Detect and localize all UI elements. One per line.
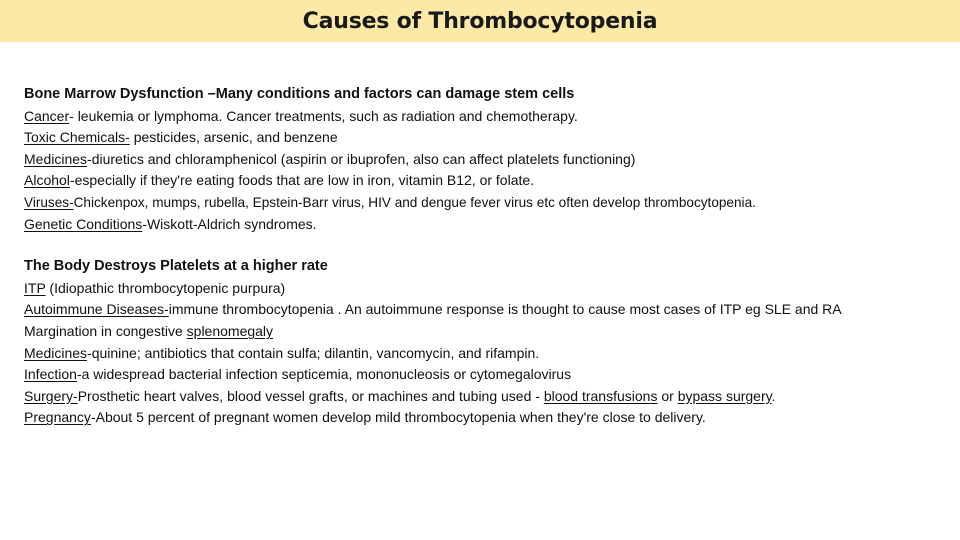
item-text: -especially if they're eating foods that are low in iron, vitamin B12, or folate. <box>69 172 535 189</box>
item-text: -a widespread bacterial infection septicemia, mononucleosis or cytomegalovirus <box>76 366 572 383</box>
item-text: immune thrombocytopenia . An autoimmune response is thought to cause most cases of ITP eg SLE and RA <box>168 301 842 318</box>
term-medicines: Medicines <box>24 150 88 167</box>
item-text: - leukemia or lymphoma. Cancer treatments, such as radiation and chemotherapy. <box>69 107 578 124</box>
term-cancer: Cancer <box>24 107 70 124</box>
item-text: Margination in congestive <box>24 322 187 339</box>
list-item <box>24 214 934 236</box>
section-gap <box>24 235 934 256</box>
list-item <box>24 321 934 343</box>
list-item <box>24 386 934 408</box>
link-blood-transfusions[interactable]: blood transfusions <box>543 387 658 404</box>
term-surgery: Surgery- <box>24 387 78 404</box>
title-bar <box>0 0 960 42</box>
list-item <box>24 106 934 128</box>
slide-content <box>24 84 934 429</box>
item-text: -diuretics and chloramphenicol (aspirin or ibuprofen, also can affect platelets functioning) <box>87 150 636 167</box>
section1-heading: Bone Marrow Dysfunction –Many conditions and factors can damage stem cells <box>24 86 575 102</box>
section2-heading: The Body Destroys Platelets at a higher rate <box>24 258 328 275</box>
term-infection: Infection <box>24 366 77 383</box>
list-item <box>24 127 934 149</box>
page-title: Causes of Thrombocytopenia <box>302 8 658 34</box>
list-item <box>24 364 934 386</box>
term-genetic-conditions: Genetic Conditions <box>24 215 143 232</box>
term-splenomegaly: splenomegaly <box>186 322 274 339</box>
list-item <box>24 278 934 300</box>
term-toxic-chemicals: Toxic Chemicals- <box>24 129 130 146</box>
item-text: -Wiskott-Aldrich syndromes. <box>142 215 317 232</box>
term-autoimmune-diseases: Autoimmune Diseases- <box>24 301 169 318</box>
list-item <box>24 407 934 429</box>
list-item <box>24 299 934 321</box>
item-text: Chickenpox, mumps, rubella, Epstein-Barr virus, HIV and dengue fever virus etc often develop thrombocytopenia. <box>73 194 756 210</box>
term-viruses: Viruses- <box>24 194 74 210</box>
item-text: pesticides, arsenic, and benzene <box>129 129 338 146</box>
item-text: . <box>771 387 776 404</box>
item-text: -quinine; antibiotics that contain sulfa; dilantin, vancomycin, and rifampin. <box>87 344 540 361</box>
item-text: or <box>657 387 678 404</box>
list-item <box>24 149 934 171</box>
item-text: (Idiopathic thrombocytopenic purpura) <box>45 279 286 296</box>
item-text: Prosthetic heart valves, blood vessel grafts, or machines and tubing used - <box>77 387 544 404</box>
list-item <box>24 170 934 192</box>
item-text: -About 5 percent of pregnant women develop mild thrombocytopenia when they're close to delivery. <box>90 409 706 426</box>
list-item <box>24 192 934 214</box>
term-alcohol: Alcohol <box>24 172 70 189</box>
term-itp: ITP <box>24 279 46 296</box>
link-bypass-surgery[interactable]: bypass surgery <box>677 387 772 404</box>
term-pregnancy: Pregnancy <box>24 409 91 426</box>
list-item <box>24 343 934 365</box>
term-medicines-2: Medicines <box>24 344 88 361</box>
